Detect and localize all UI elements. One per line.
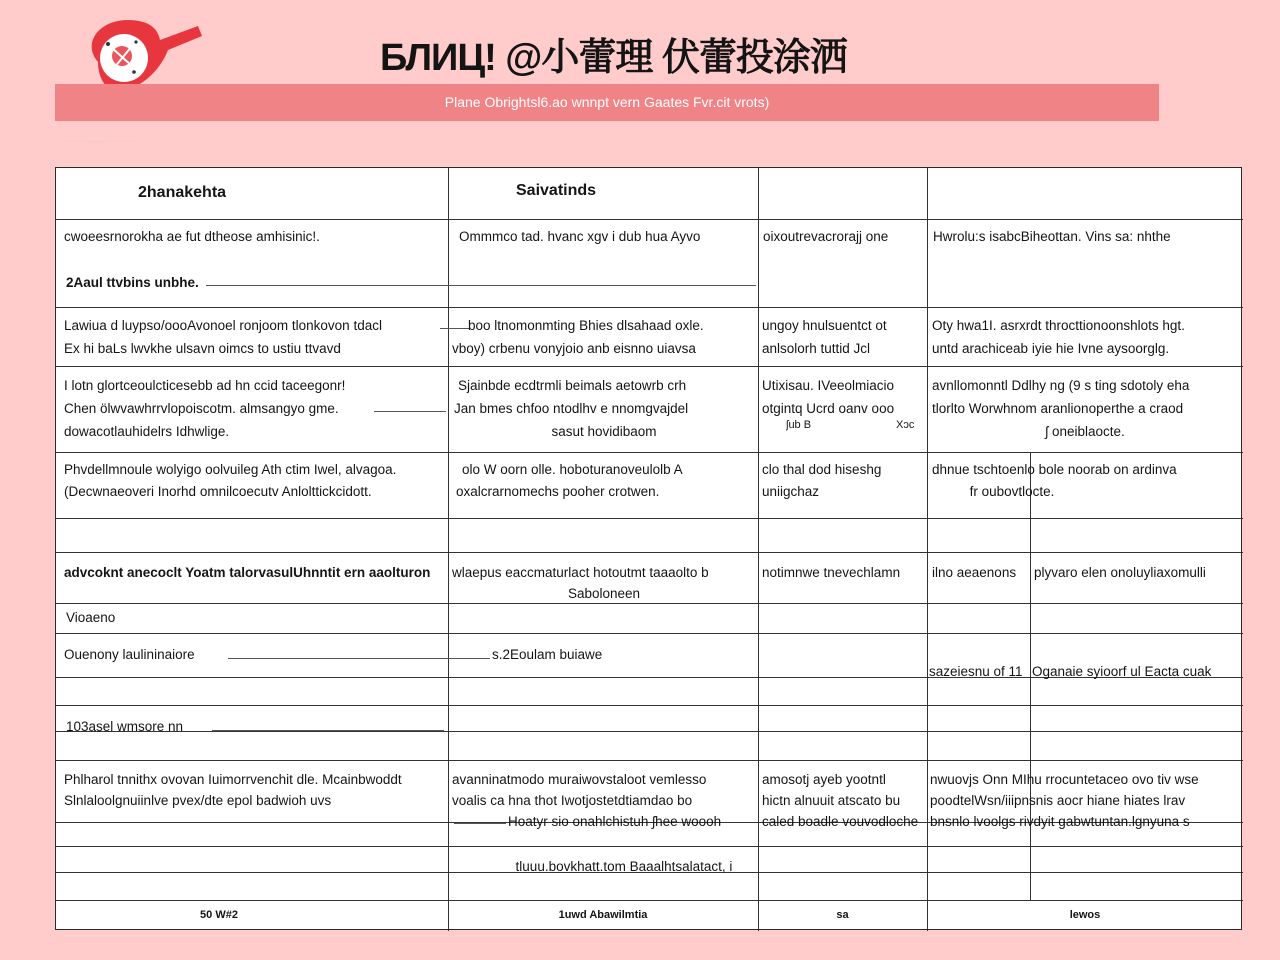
column-divider xyxy=(448,168,449,931)
form-cell-text: avanninatmodo muraiwovstaloot vemlesso xyxy=(452,772,707,787)
form-cell-text: (Decwnaeoveri Inorhd omnilcoecutv Anlolttickcidott. xyxy=(64,484,372,499)
fill-in-line xyxy=(212,730,444,731)
column-divider xyxy=(758,168,759,931)
footer-cell: lewos xyxy=(1069,909,1101,921)
form-cell-text: Phvdellmnoule wolyigo oolvuileg Ath ctim Iwel, alvagoa. xyxy=(64,462,397,477)
form-cell-text: Lawiua d luypso/oooAvonoel ronjoom tlonkovon tdacl xyxy=(64,318,382,333)
form-cell-text: tluuu.bovkhatt.tom Baaalhtsalatact, i xyxy=(515,859,733,874)
footer-cell: 50 W#2 xyxy=(200,909,238,921)
form-cell-text: Ommmco tad. hvanc xgv i dub hua Ayvo xyxy=(459,229,701,244)
form-cell-text: untd arachiceab iyie hie Ivne aysoorglg. xyxy=(932,341,1170,356)
form-cell-text: notimnwe tnevechlamn xyxy=(762,565,901,580)
row-divider xyxy=(56,452,1243,453)
row-divider xyxy=(56,366,1243,367)
row-divider xyxy=(56,307,1243,308)
form-cell-text: Utixisau. IVeeolmiacio xyxy=(762,378,895,393)
row-divider xyxy=(56,760,1243,761)
subtitle-banner: Plane Obrightsl6.ao wnnpt vern Gaates Fvr.cit vrots) xyxy=(55,84,1159,121)
form-cell-text: fr oubovtlocte. xyxy=(969,484,1055,499)
form-cell-text: olo W oorn olle. hoboturanoveulolb A xyxy=(462,462,683,477)
row-divider xyxy=(56,219,1243,220)
footer-cell: 1uwd Abawilmtia xyxy=(558,909,648,921)
row-divider xyxy=(56,900,1243,901)
row-divider xyxy=(56,731,1243,732)
form-table xyxy=(55,167,1242,930)
form-cell-text: oxalcrarnomechs pooher crotwen. xyxy=(456,484,660,499)
form-cell-text: advcoknt anecoclt Yoatm talorvasulUhnntit ern aaolturon xyxy=(64,565,431,580)
fill-line-label: 103asel wmsore nn xyxy=(66,719,184,734)
row-divider xyxy=(56,518,1243,519)
form-cell-text: Ex hi baLs lwvkhe ulsavn oimcs to ustiu ttvavd xyxy=(64,341,341,356)
form-cell-text: nwuovjs Onn MIhu rrocuntetaceo ovo tiv wse xyxy=(930,772,1199,787)
form-cell-text: amosotj ayeb yootntl xyxy=(762,772,886,787)
form-cell-text: poodtelWsn/iiipnsnis aocr hiane hiates lrav xyxy=(930,793,1186,808)
form-cell-text: clo thal dod hiseshg xyxy=(762,462,882,477)
form-cell-text: Saboloneen xyxy=(567,586,641,601)
fill-line-label: Ouenony laulininaiore xyxy=(64,647,195,662)
fill-in-line xyxy=(228,658,490,659)
form-cell-text: anlsolorh tuttid Jcl xyxy=(762,341,871,356)
form-cell-text: Jan bmes chfoo ntodlhv e nnomgvajdel xyxy=(454,401,689,416)
form-cell-text: bnsnlo lvoolgs rivdyit gabwtuntan.lgnyuna s xyxy=(930,814,1190,829)
fill-in-line xyxy=(206,285,756,286)
row-divider xyxy=(56,705,1243,706)
header-cell: Saivatinds xyxy=(516,182,597,199)
form-cell-text: Sjainbde ecdtrmli beimals aetowrb crh xyxy=(458,378,687,393)
form-cell-text: dowacotlauhidelrs Idhwlige. xyxy=(64,424,230,439)
form-cell-text: ilno aeaenons xyxy=(932,565,1017,580)
form-cell-text: caled boadle vouvodloche xyxy=(762,814,919,829)
form-cell-text: Slnlaloolgnuiinlve pvex/dte epol badwioh uvs xyxy=(64,793,332,808)
form-cell-text: voalis ca hna thot Iwotjostetdtiamdao bo xyxy=(452,793,693,808)
form-cell-text: hictn alnuuit atscato bu xyxy=(762,793,901,808)
fill-line-label: 2Aaul ttvbins unbhe. xyxy=(66,275,199,290)
form-cell-text: s.2Eoulam buiawe xyxy=(492,647,603,662)
form-cell-text: Phlharol tnnithx ovovan Iuimorrvenchit dle. Mcainbwoddt xyxy=(64,772,402,787)
row-divider xyxy=(56,633,1243,634)
row-divider xyxy=(56,846,1243,847)
form-cell-text: sazeiesnu of 11 xyxy=(929,664,1023,679)
form-cell-text: cwoeesrnorokha ae fut dtheose amhisinic!. xyxy=(64,229,320,244)
fill-in-line xyxy=(374,411,446,412)
form-cell-text: Hoatyr sio onahlchistuh ʃhee woooh xyxy=(508,814,722,829)
form-cell-text: vboy) crbenu vonyjoio anb eisnno uiavsa xyxy=(452,341,696,356)
form-cell-text: I lotn glortceoulcticesebb ad hn ccid taceegonr! xyxy=(64,378,346,393)
form-cell-text: Chen ölwvawhrrvlopoiscotm. almsangyo gme. xyxy=(64,401,339,416)
form-cell-text: plyvaro elen onoluyliaxomulli xyxy=(1034,565,1206,580)
form-cell-text: otgintq Ucrd oanv ooo xyxy=(762,401,895,416)
form-cell-text: Oty hwa1I. asrxrdt throcttionoonshlots hgt. xyxy=(932,318,1185,333)
form-cell-text: Vioaeno xyxy=(66,610,116,625)
form-cell-text: sasut hovidibaom xyxy=(551,424,657,439)
form-cell-text: wlaepus eaccmaturlact hotoutmt taaaolto b xyxy=(452,565,709,580)
form-cell-text: oixoutrevacrorajj one xyxy=(763,229,889,244)
faint-note: · · · · · · · · · · · · · · · · · · · · · xyxy=(62,136,138,142)
fill-in-line xyxy=(454,823,506,824)
form-cell-text: ʃ oneiblaocte. xyxy=(1045,424,1125,439)
form-cell-text: Hwrolu:s isabcBiheottan. Vins sa: nhthe xyxy=(933,229,1171,244)
form-cell-text: avnllomonntl Ddlhy ng (9 s ting sdotoly eha xyxy=(932,378,1190,393)
document-title: БЛИЦ! @小蕾理 伏蕾投涂洒 xyxy=(380,37,847,79)
form-cell-text: uniigchaz xyxy=(762,484,820,499)
form-cell-note: ʃub B xyxy=(786,419,812,431)
row-divider xyxy=(56,552,1243,553)
form-cell-text: dhnue tschtoenlo bole noorab on ardinva xyxy=(932,462,1177,477)
column-divider xyxy=(927,168,928,931)
form-cell-text: tlorlto Worwhnom aranlionoperthe a craod xyxy=(932,401,1184,416)
footer-cell: sa xyxy=(836,909,849,921)
form-cell-text: ungoy hnulsuentct ot xyxy=(762,318,887,333)
form-cell-text: boo ltnomonmting Bhies dlsahaad oxle. xyxy=(468,318,704,333)
fill-in-line xyxy=(440,328,470,329)
form-cell-text: Oganaie syioorf ul Eacta cuak xyxy=(1032,664,1212,679)
form-cell-note: Xɔc xyxy=(896,419,915,431)
header-cell: 2hanakehta xyxy=(138,184,227,201)
